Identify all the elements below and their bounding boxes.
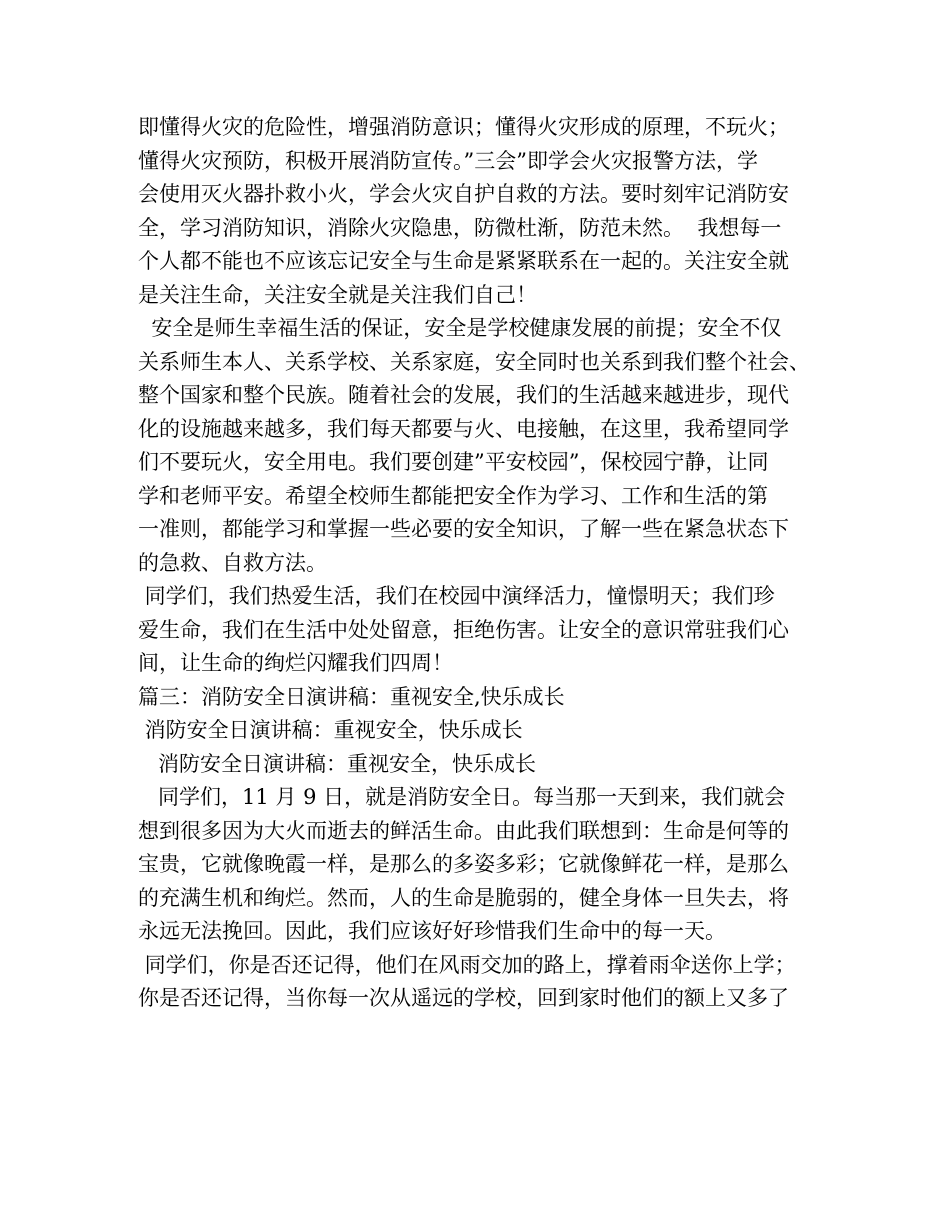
text-line: 学和老师平安。希望全校师生都能把安全作为学习、工作和生活的第: [138, 483, 768, 508]
text-line: 会使用灭火器扑救小火，学会火灾自护自救的方法。要时刻牢记消防安: [138, 182, 789, 206]
text-line: 关系师生本人、关系学校、关系家庭，安全同时也关系到我们整个社会、: [138, 349, 810, 374]
text-line: 们不要玩火，安全用电。我们要创建”平安校园”，保校园宁静，让同: [138, 450, 769, 474]
text-line: 一准则，都能学习和掌握一些必要的安全知识，了解一些在紧急状态下: [138, 517, 789, 541]
text-line: 的急救、自救方法。: [138, 550, 327, 575]
text-line: 同学们，你是否还记得，他们在风雨交加的路上，撑着雨伞送你上学；: [138, 952, 796, 977]
text-line: 永远无法挽回。因此，我们应该好好珍惜我们生命中的每一天。: [138, 919, 726, 943]
text-line: 间，让生命的绚烂闪耀我们四周！: [138, 651, 453, 675]
text-line: 是关注生命，关注安全就是关注我们自己！: [138, 282, 537, 307]
text-line: 化的设施越来越多，我们每天都要与火、电接触，在这里，我希望同学: [138, 416, 789, 441]
text-line: 个人都不能也不应该忘记安全与生命是紧紧联系在一起的。关注安全就: [138, 249, 789, 273]
text-line: 懂得火灾预防，积极开展消防宣传。”三会”即学会火灾报警方法，学: [138, 148, 758, 173]
text-line: 整个国家和整个民族。随着社会的发展，我们的生活越来越进步，现代: [138, 383, 789, 407]
text-line: 同学们，11 月 9 日，就是消防安全日。每当那一天到来，我们就会: [138, 785, 786, 809]
text-line: 即懂得火灾的危险性，增强消防意识；懂得火灾形成的原理，不玩火；: [138, 115, 789, 139]
text-line: 全，学习消防知识，消除火灾隐患，防微杜渐，防范未然。 我想每一: [138, 215, 782, 240]
text-line: 你是否还记得，当你每一次从遥远的学校，回到家时他们的额上又多了: [138, 986, 789, 1010]
section-heading: 篇三：消防安全日演讲稿：重视安全,快乐成长: [138, 684, 565, 709]
speech-title: 消防安全日演讲稿：重视安全，快乐成长: [138, 751, 537, 776]
document-body: [138, 111, 828, 1016]
text-line: 安全是师生幸福生活的保证，安全是学校健康发展的前提；安全不仅: [138, 316, 782, 340]
speech-title: 消防安全日演讲稿：重视安全，快乐成长: [138, 718, 523, 742]
text-line: 想到很多因为大火而逝去的鲜活生命。由此我们联想到：生命是何等的: [138, 818, 789, 843]
text-line: 同学们，我们热爱生活，我们在校园中演绎活力，憧憬明天；我们珍: [138, 584, 775, 608]
text-line: 爱生命，我们在生活中处处留意，拒绝伤害。让安全的意识常驻我们心: [138, 617, 789, 642]
text-line: 的充满生机和绚烂。然而，人的生命是脆弱的，健全身体一旦失去，将: [138, 885, 789, 910]
text-line: 宝贵，它就像晚霞一样，是那么的多姿多彩；它就像鲜花一样，是那么: [138, 852, 789, 876]
